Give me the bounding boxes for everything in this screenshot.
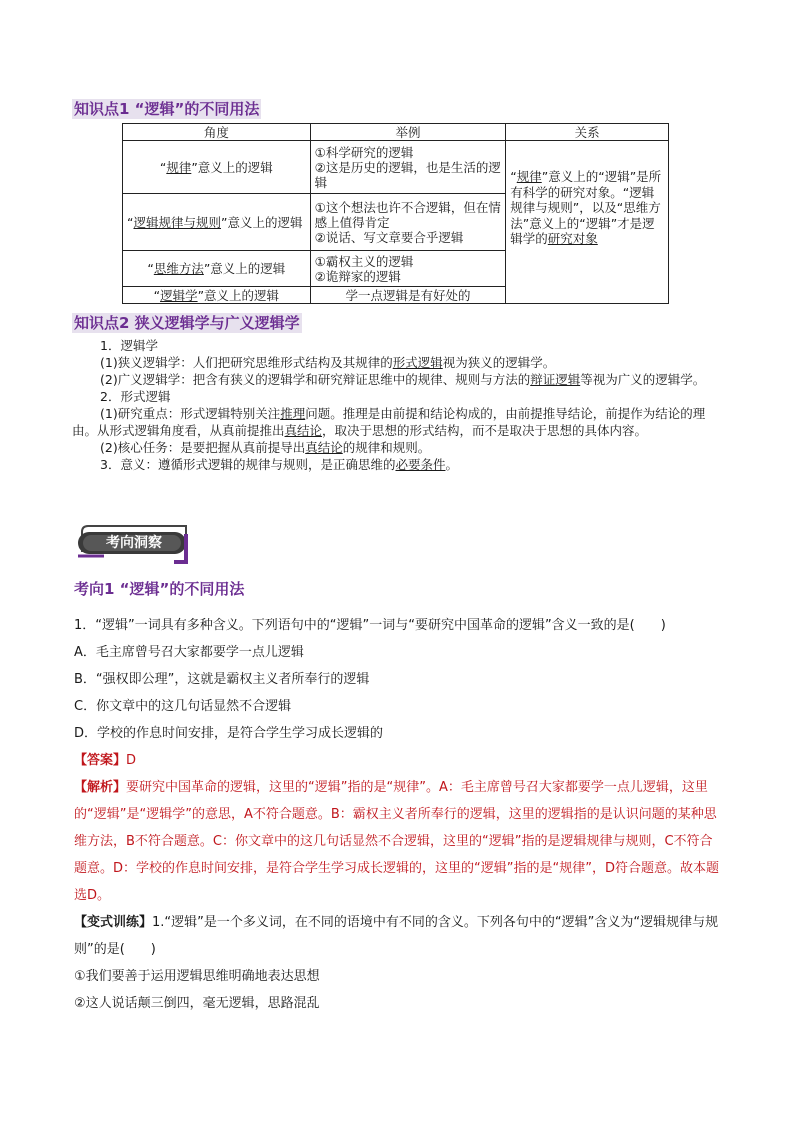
table-header-relation: 关系 <box>506 124 669 141</box>
option-b: B．“强权即公理”，这就是霸权主义者所奉行的逻辑 <box>74 672 370 687</box>
option-d: D．学校的作息时间安排，是符合学生学习成长逻辑的 <box>74 726 384 741</box>
question-stem: 1．“逻辑”一词具有多种含义。下列语句中的“逻辑”一词与“要研究中国革命的逻辑”含义一致的是( ) <box>74 618 666 633</box>
option-a: A．毛主席曾号召大家都要学一点儿逻辑 <box>74 645 304 660</box>
kp2-s1a: (1)狭义逻辑学：人们把研究思维形式结构及其规律的形式逻辑视为狭义的逻辑学。 <box>100 355 556 370</box>
angle-cell: “思维方法”意义上的逻辑 <box>123 251 311 287</box>
table-row <box>123 141 669 194</box>
angle-cell: “逻辑规律与规则”意义上的逻辑 <box>123 194 311 251</box>
kp2-s1: 1．逻辑学 <box>100 338 158 353</box>
table-header-angle: 角度 <box>123 124 311 141</box>
kp2-title: 知识点2 狭义逻辑学与广义逻辑学 <box>74 314 300 332</box>
kp1-title: 知识点1 “逻辑”的不同用法 <box>74 100 260 118</box>
variant-training: 【变式训练】1.“逻辑”是一个多义词，在不同的语境中有不同的含义。下列各句中的“逻辑”含义为“逻辑规律与规则”的是( ) <box>74 915 719 957</box>
answer-line: 【答案】D <box>74 753 137 768</box>
kp2-s2b: (2)核心任务：是要把握从真前提导出真结论的规律和规则。 <box>100 440 431 455</box>
table-header-example: 举例 <box>310 124 506 141</box>
variant-item-1: ①我们要善于运用逻辑思维明确地表达思想 <box>74 969 320 984</box>
variant-item-2: ②这人说话颠三倒四，毫无逻辑，思路混乱 <box>74 996 320 1011</box>
example-cell: 学一点逻辑是有好处的 <box>310 287 506 304</box>
kp2-s3: 3．意义：遵循形式逻辑的规律与规则，是正确思维的必要条件。 <box>100 457 458 472</box>
badge-label: 考向洞察 <box>106 535 162 551</box>
kp2-s1b: (2)广义逻辑学：把含有狭义的逻辑学和研究辩证思维中的规律、规则与方法的辩证逻辑等视为广义的逻辑学。 <box>100 372 706 387</box>
example-cell: ①霸权主义的逻辑 ②诡辩家的逻辑 <box>310 251 506 287</box>
kp2-s2a: (1)研究重点：形式逻辑特别关注推理问题。推理是由前提和结论构成的，由前提推导结论，前提作为结论的理由。从形式逻辑角度看，从真前提推出真结论，取决于思想的形式结构，而不是取决于思想的具体内容。 <box>72 406 706 438</box>
relation-cell: “规律”意义上的“逻辑”是所有科学的研究对象。“逻辑规律与规则”，以及“思维方法”意义上的“逻辑”才是逻辑学的研究对象 <box>506 141 669 304</box>
angle-cell: “逻辑学”意义上的逻辑 <box>123 287 311 304</box>
section1-title: 考向1 “逻辑”的不同用法 <box>74 580 245 598</box>
analysis-text: 【解析】要研究中国革命的逻辑，这里的“逻辑”指的是“规律”。A：毛主席曾号召大家都要学一点儿逻辑，这里的“逻辑”是“逻辑学”的意思，A不符合题意。B：霸权主义者所奉行的逻辑，这里的逻辑指的是认识问题的某种思维方法，B不符合题意。C：你文章中的这几句话显然不合逻辑，这里的“逻辑”指的是逻辑规律与规则，C不符合题意。D：学校的作息时间安排，是符合学生学习成长逻辑的，这里的“逻辑”指的是“规律”，D符合题意。故本题选D。 <box>74 780 719 903</box>
kp2-s2: 2．形式逻辑 <box>100 389 171 404</box>
kp1-table <box>122 123 669 304</box>
example-cell: ①这个想法也许不合逻辑，但在情感上值得肯定 ②说话、写文章要合乎逻辑 <box>310 194 506 251</box>
kp2-content <box>72 337 722 473</box>
question-block <box>74 612 724 1017</box>
angle-cell: “规律”意义上的逻辑 <box>123 141 311 194</box>
section-badge <box>74 522 194 566</box>
option-c: C．你文章中的这几句话显然不合逻辑 <box>74 699 292 714</box>
example-cell: ①科学研究的逻辑 ②这是历史的逻辑，也是生活的逻辑 <box>310 141 506 194</box>
